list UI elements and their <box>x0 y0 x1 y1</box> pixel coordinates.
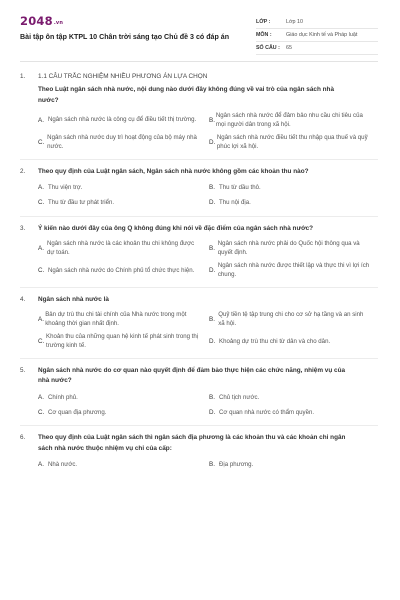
option-letter: A. <box>38 461 44 469</box>
option-letter: B. <box>209 244 215 252</box>
option-letter: C. <box>38 408 45 416</box>
option-text: Bản dự trù thu chi tài chính của Nhà nước trong một khoảng thời gian nhất định. <box>45 311 187 328</box>
meta-value: Giáo dục Kinh tế và Pháp luật <box>286 32 358 38</box>
option-letter: B. <box>209 315 215 323</box>
question-item <box>20 366 378 419</box>
question-item <box>20 433 378 471</box>
option-text: Ngân sách nhà nước điều tiết thu nhập qua thuế và quỹ phúc lợi xã hội. <box>216 133 368 151</box>
question-number: 6. <box>20 434 26 442</box>
option-text: Địa phương. <box>219 461 254 469</box>
meta-row-grade <box>256 16 378 29</box>
question-item <box>20 167 378 209</box>
answer-option[interactable] <box>38 239 209 258</box>
question-body <box>38 295 378 351</box>
answer-option[interactable] <box>209 459 378 471</box>
option-text: Cơ quan nhà nước có thẩm quyền. <box>219 408 315 416</box>
option-letter: C. <box>38 138 45 146</box>
answer-options <box>38 239 378 280</box>
question-number: 1. <box>20 73 26 80</box>
answer-option[interactable] <box>209 133 378 152</box>
option-letter: A. <box>38 244 44 252</box>
option-text: Ngân sách nhà nước là các khoản thu chi không được dự toán. <box>46 240 195 257</box>
option-text: Thu từ đầu tư phát triển. <box>48 199 115 207</box>
option-letter: A. <box>38 184 44 192</box>
answer-option[interactable] <box>209 239 378 258</box>
option-letter: D. <box>209 199 216 207</box>
question-number: 2. <box>20 167 26 175</box>
header-left <box>20 14 252 61</box>
meta-value: Lớp 10 <box>286 19 304 25</box>
option-text: Khoản thu của những quan hệ kinh tế phát sinh trong thị trường kinh tế. <box>46 332 199 350</box>
answer-option[interactable] <box>38 459 209 471</box>
site-logo[interactable] <box>20 14 252 28</box>
question-divider <box>20 425 378 426</box>
option-letter: A. <box>38 116 44 124</box>
option-letter: D. <box>209 138 216 146</box>
question-text: Theo quy định của Luật ngân sách, Ngân sách nhà nước không gồm các khoản thu nào? <box>38 167 309 175</box>
question-body <box>38 366 378 419</box>
answer-option[interactable] <box>38 111 209 130</box>
logo-main: 2048 <box>20 14 53 28</box>
answer-option[interactable] <box>38 406 209 418</box>
answer-option[interactable] <box>38 261 209 280</box>
option-letter: C. <box>38 266 45 274</box>
question-number: 3. <box>20 224 26 232</box>
answer-option[interactable] <box>38 332 209 351</box>
answer-option[interactable] <box>209 310 378 329</box>
answer-option[interactable] <box>209 182 378 194</box>
option-text: Ngân sách nhà nước là công cụ để điều tiết thị trường. <box>48 116 197 124</box>
question-text: Theo quy định của Luật ngân sách thì ngân sách địa phương là các khoản thu và các khoản chi ngân sách nhà nước thuộc nhiệm vụ chi của cấp: <box>38 434 346 452</box>
answer-option[interactable] <box>38 391 209 403</box>
answer-option[interactable] <box>38 310 209 329</box>
answer-option[interactable] <box>209 111 378 130</box>
option-text: Khoảng dự trù thu chi từ dân và cho dân. <box>219 337 331 345</box>
section-heading: 1.1 CÂU TRẮC NGHIỆM NHIỀU PHƯƠNG ÁN LỰA CHỌN <box>38 73 208 80</box>
option-text: Ngân sách nhà nước được thiết lập và thực thi vì lợi ích chung. <box>217 261 370 279</box>
meta-row-subject <box>256 29 378 42</box>
question-text: Theo Luật ngân sách nhà nước, nội dung nào dưới đây không đúng về vai trò của ngân sách nhà nước? <box>38 86 335 104</box>
meta-row-count <box>256 42 378 55</box>
answer-option[interactable] <box>209 391 378 403</box>
option-text: Quỹ tiền tệ tập trung chi cho cơ sở hạ tầng và an sinh xã hội. <box>218 311 364 328</box>
question-body <box>38 433 378 471</box>
option-text: Thu nội địa. <box>219 199 251 207</box>
option-text: Ngân sách nhà nước do Chính phủ tổ chức thực hiện. <box>48 266 195 274</box>
answer-options <box>38 111 378 152</box>
question-number: 5. <box>20 366 26 374</box>
question-item <box>20 72 378 152</box>
option-letter: B. <box>209 116 215 124</box>
question-text: Ý kiến nào dưới đây của ông Q không đúng khi nói về đặc điểm của ngân sách nhà nước? <box>38 224 314 232</box>
option-letter: B. <box>209 461 215 469</box>
option-letter: C. <box>38 337 45 345</box>
answer-option[interactable] <box>38 182 209 194</box>
option-text: Ngân sách nhà nước để đảm bảo nhu cầu chi tiêu của mọi người dân trong xã hội. <box>215 111 363 129</box>
meta-key: SỐ CÂU : <box>256 45 280 51</box>
document-meta <box>256 16 378 61</box>
answer-option[interactable] <box>209 332 378 351</box>
option-letter: D. <box>209 337 216 345</box>
option-text: Ngân sách nhà nước duy trì hoạt động của bộ máy nhà nước. <box>47 133 197 151</box>
option-text: Chính phủ. <box>48 393 78 401</box>
answer-options <box>38 391 378 418</box>
option-letter: D. <box>209 408 216 416</box>
question-body <box>38 224 378 280</box>
question-list <box>20 62 378 471</box>
option-text: Chủ tịch nước. <box>219 393 260 401</box>
answer-option[interactable] <box>38 133 209 152</box>
option-letter: A. <box>38 315 44 323</box>
option-letter: B. <box>209 393 215 401</box>
meta-value: 65 <box>286 45 292 51</box>
option-text: Ngân sách nhà nước phải do Quốc hội thông qua và quyết định. <box>217 240 360 257</box>
answer-options <box>38 182 378 209</box>
logo-sub: .vn <box>53 20 64 26</box>
option-text: Cơ quan địa phương. <box>48 408 107 416</box>
question-divider <box>20 159 378 160</box>
question-divider <box>20 287 378 288</box>
question-body <box>38 72 378 152</box>
question-divider <box>20 358 378 359</box>
option-letter: D. <box>209 266 216 274</box>
document-header <box>20 0 378 62</box>
answer-option[interactable] <box>209 261 378 280</box>
question-divider <box>20 216 378 217</box>
question-item <box>20 295 378 351</box>
question-text: Ngân sách nhà nước là <box>38 295 109 303</box>
question-number: 4. <box>20 295 26 303</box>
document-title: Bài tập ôn tập KTPL 10 Chân trời sáng tạo Chủ đề 3 có đáp án <box>20 33 230 41</box>
answer-options <box>38 310 378 351</box>
meta-key: LỚP : <box>256 19 271 25</box>
question-body <box>38 167 378 209</box>
option-text: Thu từ dầu thô. <box>219 184 261 192</box>
option-text: Nhà nước. <box>48 461 78 469</box>
answer-option[interactable] <box>209 406 378 418</box>
answer-option[interactable] <box>38 197 209 209</box>
option-letter: A. <box>38 393 44 401</box>
option-letter: C. <box>38 199 45 207</box>
answer-option[interactable] <box>209 197 378 209</box>
question-text: Ngân sách nhà nước do cơ quan nào quyết định để đảm bảo thực hiện các chức năng, nhiệm vụ của nhà nước? <box>38 366 346 384</box>
option-letter: B. <box>209 184 215 192</box>
answer-options <box>38 459 378 471</box>
question-item <box>20 224 378 280</box>
meta-key: MÔN : <box>256 32 272 38</box>
option-text: Thu viện trợ. <box>48 184 83 192</box>
